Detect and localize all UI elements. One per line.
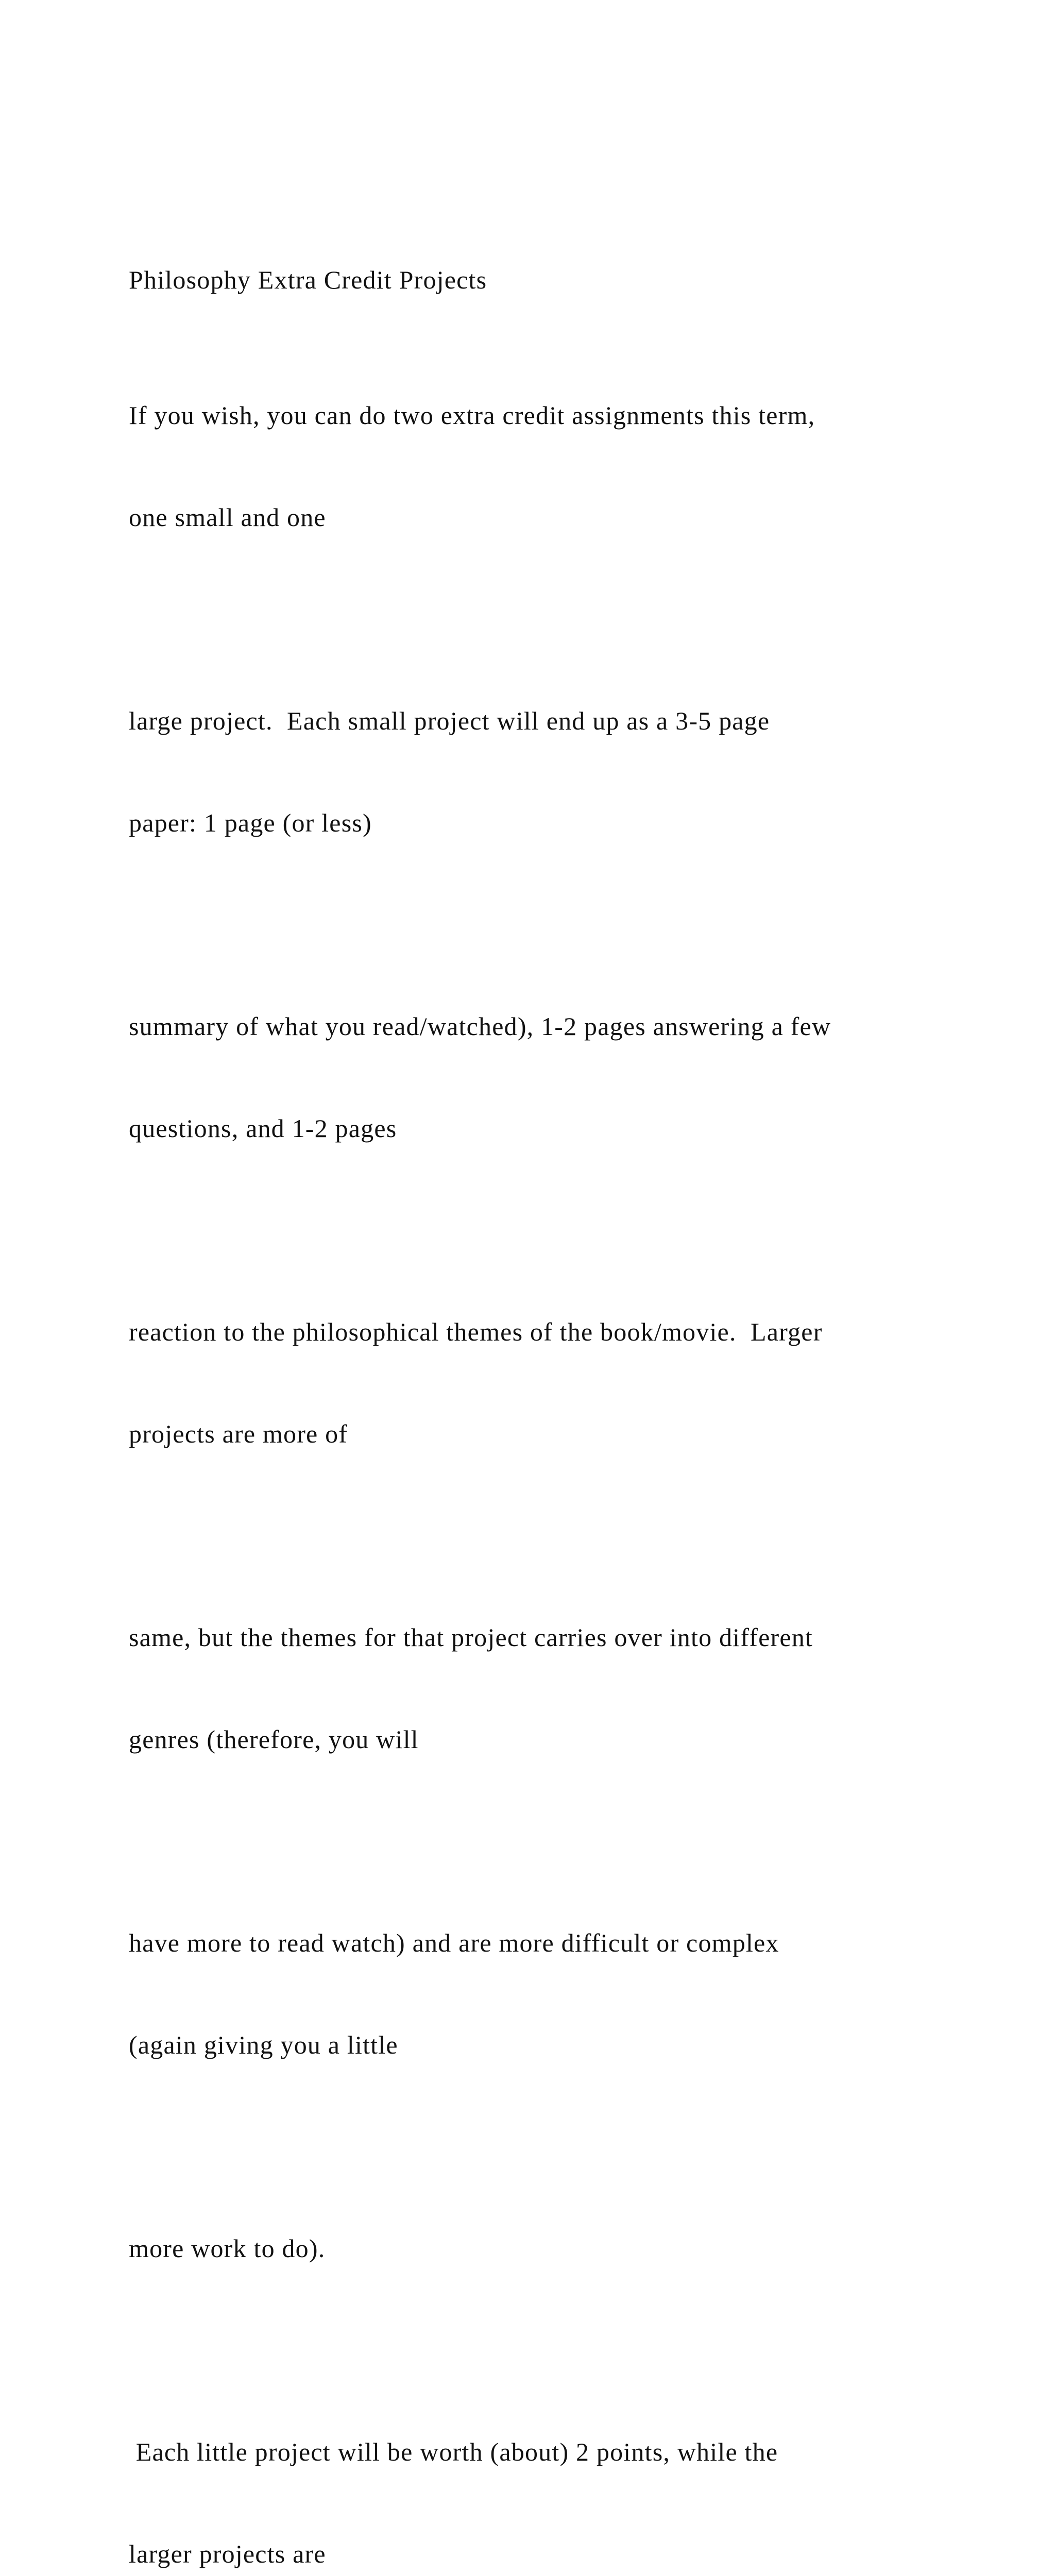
text-line: questions, and 1-2 pages <box>129 1114 397 1143</box>
paragraph <box>129 636 953 908</box>
text-line: more work to do). <box>129 2234 326 2263</box>
text-line: projects are more of <box>129 1419 348 1448</box>
paragraph <box>129 330 953 602</box>
text-line: have more to read watch) and are more difficult or complex <box>129 1928 779 1957</box>
text-line: large project. Each small project will end up as a 3-5 page <box>129 706 770 735</box>
paragraph <box>129 1247 953 1519</box>
paragraph <box>129 1858 953 2130</box>
text-line: same, but the themes for that project carries over into different <box>129 1623 813 1652</box>
text-line: Each little project will be worth (about) 2 points, while the <box>129 2437 778 2466</box>
paragraph <box>129 1552 953 1824</box>
paragraph <box>129 2367 953 2576</box>
text-line: reaction to the philosophical themes of the book/movie. Larger <box>129 1317 823 1346</box>
document-title: Philosophy Extra Credit Projects <box>129 265 487 294</box>
paragraph <box>129 2163 953 2333</box>
document-body <box>129 263 953 2576</box>
text-line: (again giving you a little <box>129 2030 398 2059</box>
text-line: one small and one <box>129 503 326 532</box>
text-line: If you wish, you can do two extra credit assignments this term, <box>129 401 815 430</box>
text-line: genres (therefore, you will <box>129 1725 419 1754</box>
text-line: larger projects are <box>129 2539 326 2568</box>
paragraph <box>129 941 953 1213</box>
text-line: paper: 1 page (or less) <box>129 808 372 837</box>
text-line: summary of what you read/watched), 1-2 pages answering a few <box>129 1012 831 1041</box>
